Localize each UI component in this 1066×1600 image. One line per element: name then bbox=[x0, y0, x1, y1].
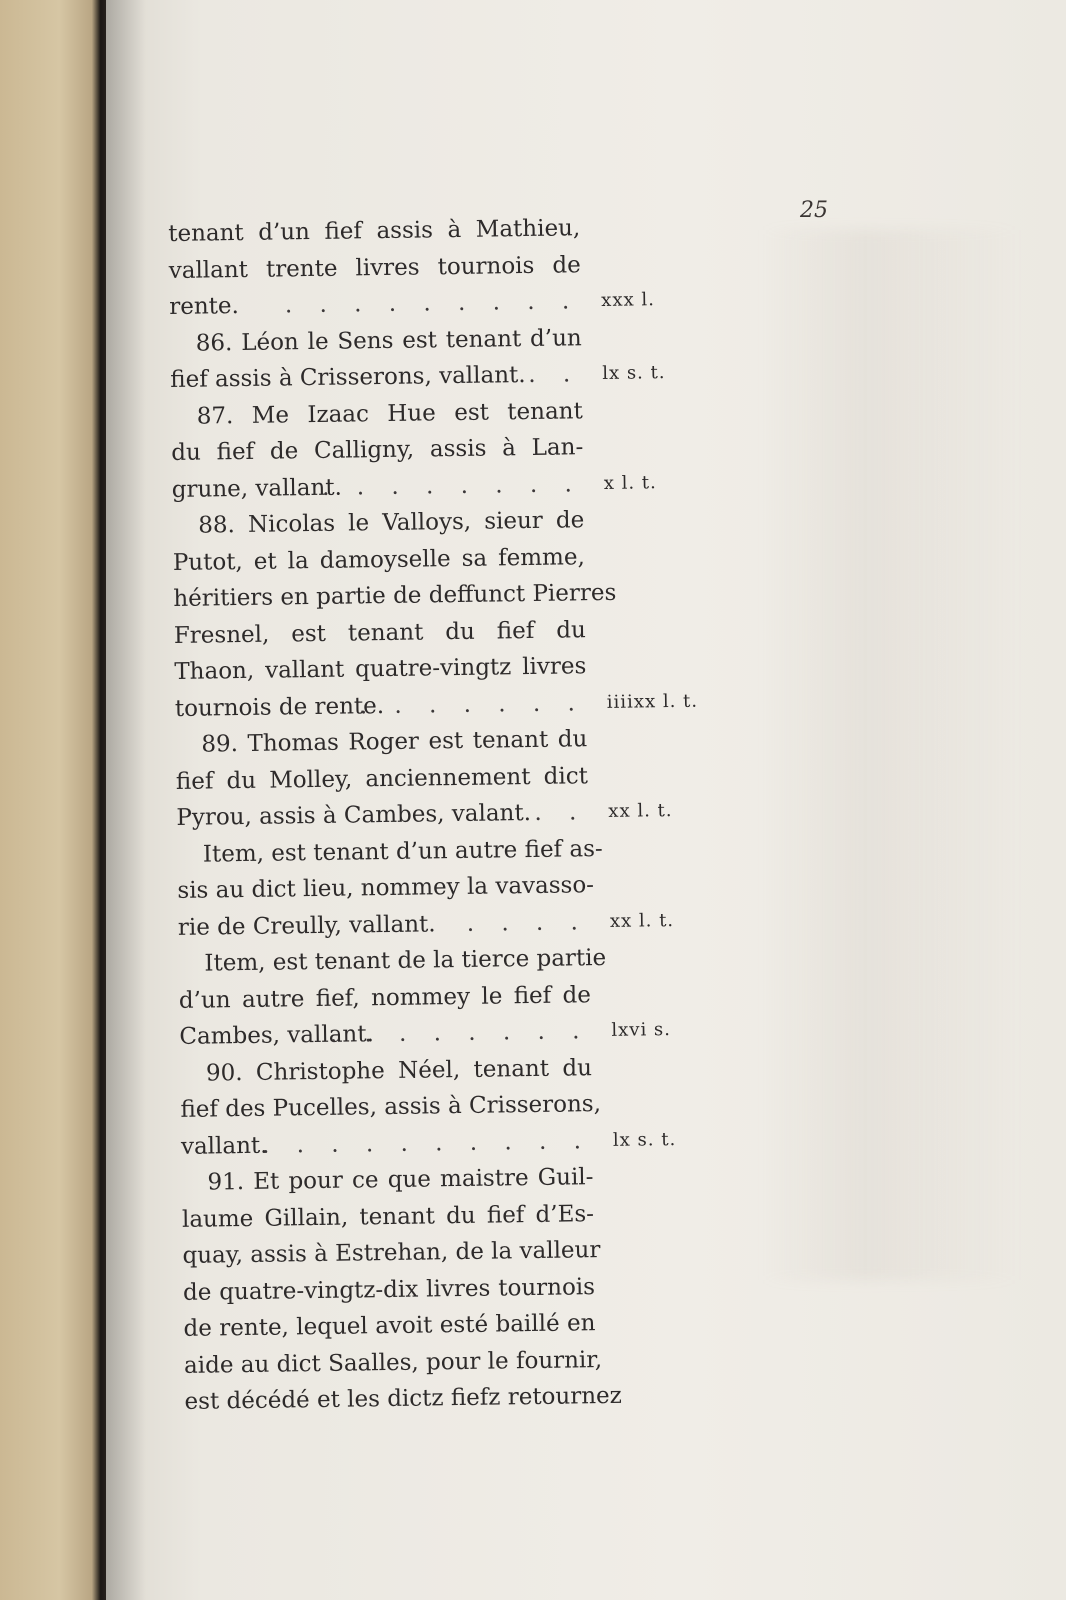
line-text: laume Gillain, tenant du fief d’Es- bbox=[181, 1200, 595, 1233]
book-spine bbox=[0, 0, 108, 1600]
amount-value: lx s. t. bbox=[612, 1128, 677, 1151]
dot-leaders: . . . . . . . . . . bbox=[261, 1127, 592, 1159]
amount-value: xx l. t. bbox=[609, 909, 675, 932]
line-text: Item, est tenant de la tierce partie bbox=[204, 944, 607, 977]
line-text: est décédé et les dictz fiefz retournez bbox=[184, 1382, 622, 1415]
line-text: héritiers en partie de deffunct Pierres bbox=[173, 579, 617, 612]
amount-value: lxvi s. bbox=[611, 1019, 672, 1041]
dot-leaders: . . . . . . . . bbox=[329, 1018, 590, 1048]
line-text: sis au dict lieu, nommey la vavasso- bbox=[177, 872, 595, 904]
line-text: 87. Me Izaac Hue est tenant bbox=[196, 397, 583, 430]
line-text: vallant. bbox=[180, 1132, 268, 1160]
line-text: d’un autre fief, nommey le fief de bbox=[178, 981, 592, 1014]
text-block bbox=[168, 208, 745, 1420]
line-text: Fresnel, est tenant du fief du bbox=[173, 616, 586, 649]
line-text: 90. Christophe Néel, tenant du bbox=[205, 1054, 593, 1087]
line-text: Item, est tenant d’un autre fief as- bbox=[202, 835, 603, 868]
line-text: de quatre-vingtz-dix livres tournois bbox=[182, 1273, 596, 1306]
line-text: tournois de rente. bbox=[174, 692, 385, 722]
line-text: rente. bbox=[169, 293, 240, 320]
line-text: fief du Molley, anciennement dict bbox=[175, 762, 589, 795]
dot-leaders: . . . . . . . . bbox=[321, 470, 582, 501]
dot-leaders: . . . . bbox=[466, 908, 589, 937]
page-number: 25 bbox=[800, 198, 828, 223]
line-text: du fief de Calligny, assis à Lan- bbox=[171, 434, 584, 466]
line-text: Putot, et la damoyselle sa femme, bbox=[172, 543, 585, 576]
amount-value: xx l. t. bbox=[608, 800, 673, 822]
amount-value: xxx l. bbox=[601, 289, 656, 311]
line-text: Cambes, vallant. bbox=[179, 1021, 375, 1050]
line-text: quay, assis à Estrehan, de la valleur bbox=[182, 1237, 601, 1269]
amount-value: lx s. t. bbox=[602, 362, 666, 384]
line-text: tenant d’un fief assis à Mathieu, bbox=[168, 215, 581, 247]
line-text: rie de Creully, vallant. bbox=[177, 910, 436, 941]
amount-value: iiiixx l. t. bbox=[606, 690, 699, 713]
line-text: 86. Léon le Sens est tenant d’un bbox=[195, 324, 582, 357]
amount-value: x l. t. bbox=[603, 471, 657, 494]
dot-leaders: . . bbox=[534, 799, 587, 826]
line-text: Pyrou, assis à Cambes, valant. bbox=[176, 799, 532, 831]
dot-leaders: . . bbox=[528, 361, 581, 388]
gutter-shadow bbox=[106, 0, 146, 1600]
show-through-text bbox=[760, 230, 1020, 1280]
line-text: vallant trente livres tournois de bbox=[168, 251, 581, 284]
line-text: fief assis à Crisserons, vallant. bbox=[170, 362, 526, 393]
line-text: de rente, lequel avoit esté baillé en bbox=[183, 1310, 596, 1342]
text-line bbox=[184, 1376, 744, 1420]
line-text: 89. Thomas Roger est tenant du bbox=[201, 726, 588, 758]
line-text: aide au dict Saalles, pour le fournir, bbox=[183, 1346, 603, 1379]
line-text: Thaon, vallant quatre-vingtz livres bbox=[174, 653, 587, 685]
line-text: 91. Et pour ce que maistre Guil- bbox=[207, 1164, 594, 1196]
line-text: fief des Pucelles, assis à Crisserons, bbox=[180, 1091, 602, 1123]
dot-leaders: . . . . . . . . . bbox=[284, 288, 580, 319]
line-text: 88. Nicolas le Valloys, sieur de bbox=[198, 507, 585, 539]
line-text: grune, vallant. bbox=[171, 474, 343, 503]
dot-leaders: . . . . . . . bbox=[359, 689, 586, 719]
